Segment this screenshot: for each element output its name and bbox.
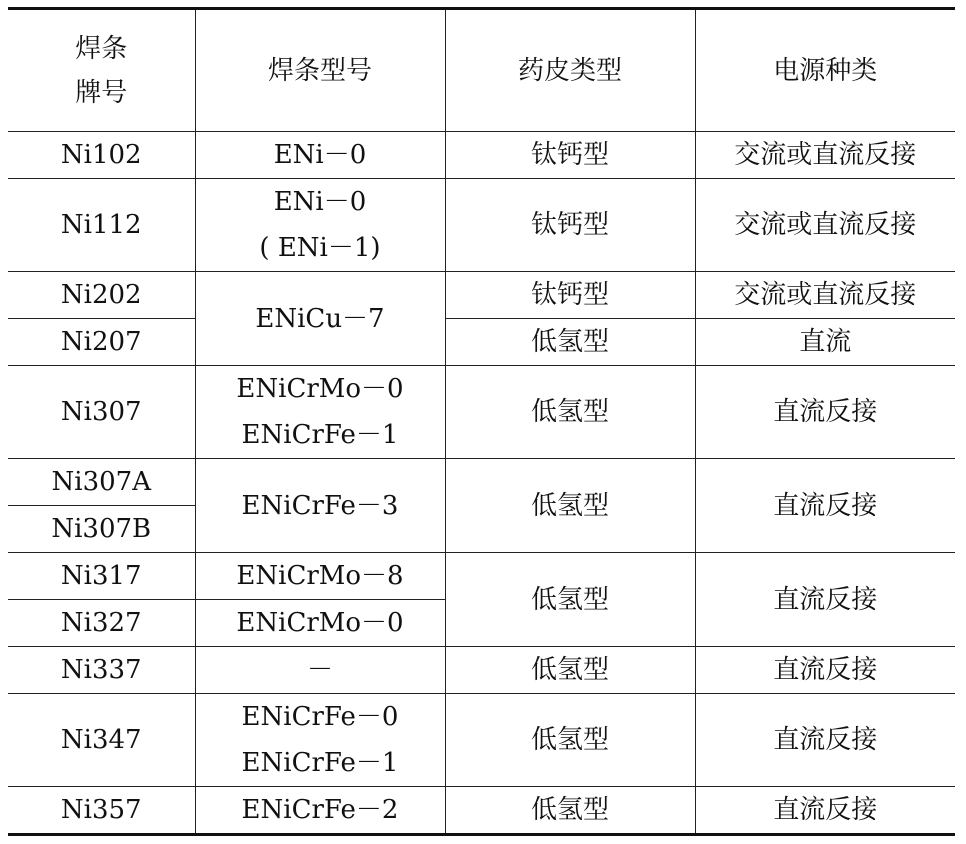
header-grade xyxy=(8,9,195,132)
table-header-row xyxy=(8,9,955,132)
table-row xyxy=(8,179,955,272)
model-line: ENi－0 xyxy=(273,187,367,217)
cell-grade: Ni207 xyxy=(8,319,195,366)
electrode-table xyxy=(8,7,955,836)
table-row xyxy=(8,647,955,694)
cell-power: 交流或直流反接 xyxy=(695,272,955,319)
cell-grade: Ni307A xyxy=(8,459,195,506)
header-grade-line: 焊条 xyxy=(75,33,128,64)
cell-power: 直流反接 xyxy=(695,366,955,459)
cell-coating: 低氢型 xyxy=(445,366,695,459)
cell-model: ENiCu－7 xyxy=(195,272,445,366)
cell-grade: Ni307 xyxy=(8,366,195,459)
table-row xyxy=(8,787,955,835)
cell-coating: 低氢型 xyxy=(445,694,695,787)
cell-model: ENiCrFe－2 xyxy=(195,787,445,835)
cell-power: 直流反接 xyxy=(695,553,955,647)
cell-coating: 钛钙型 xyxy=(445,179,695,272)
cell-grade: Ni317 xyxy=(8,553,195,600)
cell-power: 直流 xyxy=(695,319,955,366)
header-coating: 药皮类型 xyxy=(445,9,695,132)
header-power: 电源种类 xyxy=(695,9,955,132)
model-line: ENiCrFe－0 xyxy=(241,702,399,732)
cell-power: 交流或直流反接 xyxy=(695,179,955,272)
cell-power: 直流反接 xyxy=(695,694,955,787)
table-row xyxy=(8,459,955,506)
model-line: ( ENi－1) xyxy=(259,233,381,263)
cell-coating: 低氢型 xyxy=(445,319,695,366)
cell-model xyxy=(195,179,445,272)
cell-grade: Ni102 xyxy=(8,132,195,179)
model-line: ENiCrMo－0 xyxy=(236,374,404,404)
table-row xyxy=(8,694,955,787)
cell-model xyxy=(195,694,445,787)
cell-grade: Ni357 xyxy=(8,787,195,835)
cell-model: ENiCrMo－0 xyxy=(195,600,445,647)
cell-coating: 低氢型 xyxy=(445,459,695,553)
header-grade-line: 牌号 xyxy=(75,77,128,108)
cell-model: － xyxy=(195,647,445,694)
cell-model: ENiCrMo－8 xyxy=(195,553,445,600)
table-row xyxy=(8,553,955,600)
cell-model xyxy=(195,366,445,459)
cell-grade: Ni327 xyxy=(8,600,195,647)
cell-model: ENiCrFe－3 xyxy=(195,459,445,553)
table-row xyxy=(8,366,955,459)
table-row xyxy=(8,319,955,366)
cell-power: 直流反接 xyxy=(695,787,955,835)
model-line: ENiCrFe－1 xyxy=(241,748,399,778)
cell-power: 直流反接 xyxy=(695,459,955,553)
table-row xyxy=(8,272,955,319)
cell-grade: Ni347 xyxy=(8,694,195,787)
cell-grade: Ni337 xyxy=(8,647,195,694)
cell-coating: 低氢型 xyxy=(445,787,695,835)
cell-coating: 低氢型 xyxy=(445,553,695,647)
cell-model: ENi－0 xyxy=(195,132,445,179)
cell-grade: Ni112 xyxy=(8,179,195,272)
table-container xyxy=(8,7,955,836)
cell-coating: 钛钙型 xyxy=(445,272,695,319)
table-row xyxy=(8,132,955,179)
cell-power: 直流反接 xyxy=(695,647,955,694)
cell-power: 交流或直流反接 xyxy=(695,132,955,179)
model-line: ENiCrFe－1 xyxy=(241,420,399,450)
cell-grade: Ni307B xyxy=(8,506,195,553)
header-model: 焊条型号 xyxy=(195,9,445,132)
cell-coating: 钛钙型 xyxy=(445,132,695,179)
cell-coating: 低氢型 xyxy=(445,647,695,694)
cell-grade: Ni202 xyxy=(8,272,195,319)
